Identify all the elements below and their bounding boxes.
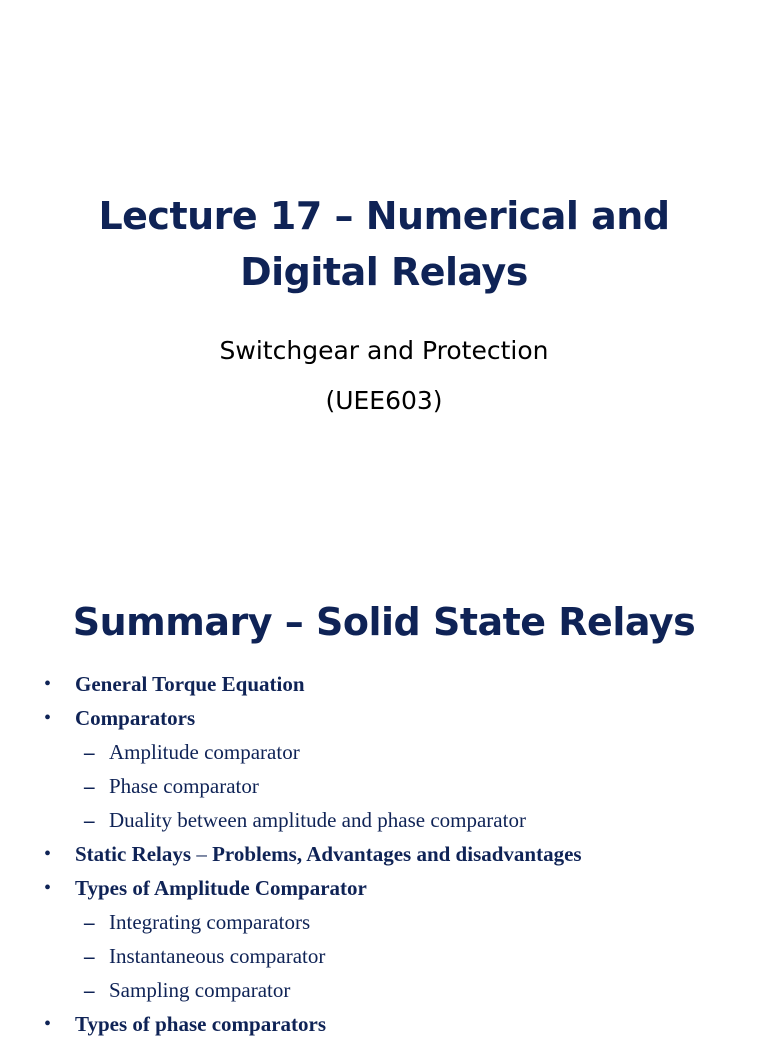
sub-list-item-text: Integrating comparators (109, 910, 311, 934)
summary-title: Summary – Solid State Relays (72, 600, 696, 644)
list-item-text: General Torque Equation (75, 672, 305, 696)
sub-list-item-text: Instantaneous comparator (109, 944, 326, 968)
list-item-text (75, 839, 582, 869)
dash-icon: – (84, 978, 95, 1002)
list-item-text: Types of phase comparators (75, 1012, 327, 1036)
dash-icon: – (84, 740, 95, 764)
sub-list-item (0, 737, 768, 771)
list-item (0, 873, 768, 907)
dash-icon: – (84, 910, 95, 934)
sub-list-item (0, 805, 768, 839)
list-item-text: Types of Amplitude Comparator (75, 876, 367, 900)
list-item-text-a: Static Relays (75, 842, 192, 866)
summary-bullet-list (0, 669, 768, 1043)
course-code: (UEE603) (325, 386, 443, 415)
lecture-title-line-1: Lecture 17 – Numerical and (98, 194, 670, 238)
list-item-dash: – (191, 842, 213, 866)
lecture-title-line-2: Digital Relays (240, 250, 528, 294)
dash-icon: – (84, 808, 95, 832)
list-item (0, 839, 768, 873)
sub-list-item (0, 941, 768, 975)
bullet-icon: • (44, 877, 52, 899)
list-item-text-c: Problems, Advantages and disadvantages (212, 842, 582, 866)
list-item (0, 1009, 768, 1043)
dash-icon: – (84, 944, 95, 968)
sub-list-item-text: Sampling comparator (109, 978, 291, 1002)
sub-list-item (0, 975, 768, 1009)
sub-list-item-text: Amplitude comparator (109, 740, 300, 764)
list-item (0, 669, 768, 703)
bullet-icon: • (44, 1013, 52, 1035)
bullet-icon: • (44, 843, 52, 865)
sub-list-item (0, 771, 768, 805)
course-name: Switchgear and Protection (219, 336, 549, 365)
bullet-icon: • (44, 707, 52, 729)
list-item-text: Comparators (75, 706, 196, 730)
sub-list-item-text: Phase comparator (109, 774, 259, 798)
sub-list-item (0, 907, 768, 941)
list-item (0, 703, 768, 737)
sub-list-item-text: Duality between amplitude and phase comparator (109, 808, 526, 832)
summary-slide (0, 560, 768, 1036)
lecture-title (0, 188, 768, 300)
bullet-icon: • (44, 673, 52, 695)
dash-icon: – (84, 774, 95, 798)
